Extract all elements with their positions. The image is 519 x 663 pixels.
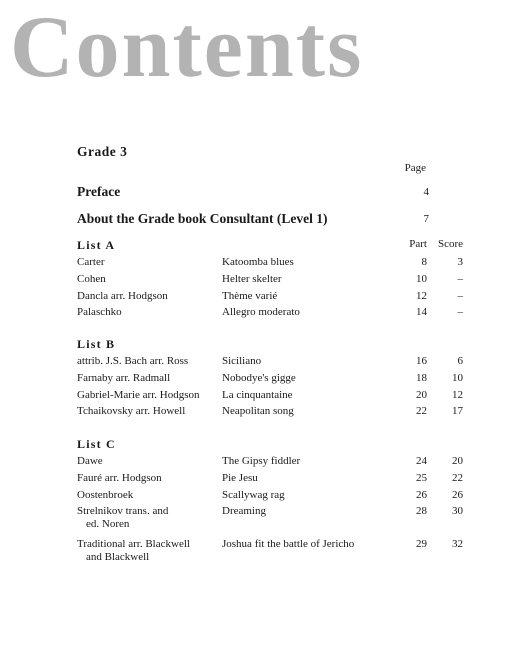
- score-page: 20: [452, 455, 463, 467]
- score-page: –: [457, 273, 463, 285]
- part-page: 14: [416, 306, 427, 318]
- part-page: 18: [416, 372, 427, 384]
- piece-title: Neapolitan song: [222, 405, 294, 417]
- composer-line-2: ed. Noren: [86, 518, 130, 530]
- piece-title: Dreaming: [222, 505, 266, 517]
- part-page: 22: [416, 405, 427, 417]
- preface-page: 4: [423, 186, 429, 198]
- score-page: 3: [457, 256, 463, 268]
- composer: Dancla arr. Hodgson: [77, 290, 168, 302]
- list-b-heading: List B: [77, 337, 116, 351]
- part-page: 10: [416, 273, 427, 285]
- piece-title: Katoomba blues: [222, 256, 294, 268]
- piece-title: Helter skelter: [222, 273, 282, 285]
- score-page: 17: [452, 405, 463, 417]
- part-page: 12: [416, 290, 427, 302]
- score-page: 10: [452, 372, 463, 384]
- part-column-header: Part: [409, 238, 427, 250]
- composer: Farnaby arr. Radmall: [77, 372, 171, 384]
- part-page: 28: [416, 505, 427, 517]
- score-page: 6: [457, 355, 463, 367]
- part-page: 26: [416, 489, 427, 501]
- score-page: 12: [452, 389, 463, 401]
- score-page: 30: [452, 505, 463, 517]
- score-column-header: Score: [437, 238, 463, 250]
- list-a-heading: List A: [77, 238, 116, 252]
- score-page: 32: [452, 538, 463, 550]
- preface-entry[interactable]: [77, 184, 429, 200]
- piece-title: Nobodye's gigge: [222, 372, 296, 384]
- composer: Gabriel-Marie arr. Hodgson: [77, 389, 200, 401]
- composer: Cohen: [77, 273, 106, 285]
- composer: Oostenbroek: [77, 489, 134, 501]
- score-page: –: [457, 306, 463, 318]
- composer: [77, 538, 217, 564]
- grade-heading: Grade 3: [77, 144, 128, 159]
- piece-title: Pie Jesu: [222, 472, 258, 484]
- piece-title: La cinquantaine: [222, 389, 293, 401]
- about-entry[interactable]: [77, 211, 429, 227]
- composer: Dawe: [77, 455, 103, 467]
- score-page: –: [457, 290, 463, 302]
- list-c-heading: List C: [77, 437, 116, 451]
- composer: Fauré arr. Hodgson: [77, 472, 162, 484]
- preface-label: Preface: [77, 184, 121, 199]
- composer: Palaschko: [77, 306, 122, 318]
- about-page: 7: [423, 213, 429, 225]
- composer-line-1: Traditional arr. Blackwell: [77, 538, 190, 550]
- part-page: 16: [416, 355, 427, 367]
- part-page: 25: [416, 472, 427, 484]
- part-page: 29: [416, 538, 427, 550]
- composer-line-2: and Blackwell: [86, 551, 150, 563]
- composer-line-1: Strelnikov trans. and: [77, 505, 169, 517]
- piece-title: Joshua fit the battle of Jericho: [222, 538, 355, 550]
- piece-title: The Gipsy fiddler: [222, 455, 301, 467]
- page-column-header: Page: [404, 162, 426, 174]
- piece-title: Allegro moderato: [222, 306, 300, 318]
- page-title: Contents: [10, 0, 364, 96]
- part-page: 24: [416, 455, 427, 467]
- composer: Carter: [77, 256, 105, 268]
- score-page: 26: [452, 489, 463, 501]
- composer: Tchaikovsky arr. Howell: [77, 405, 186, 417]
- score-page: 22: [452, 472, 463, 484]
- composer: [77, 505, 217, 531]
- composer: attrib. J.S. Bach arr. Ross: [77, 355, 189, 367]
- piece-title: Scallywag rag: [222, 489, 285, 501]
- part-page: 20: [416, 389, 427, 401]
- part-page: 8: [421, 256, 427, 268]
- about-label: About the Grade book Consultant (Level 1): [77, 211, 328, 226]
- piece-title: Siciliano: [222, 355, 262, 367]
- piece-title: Thème varié: [222, 290, 278, 302]
